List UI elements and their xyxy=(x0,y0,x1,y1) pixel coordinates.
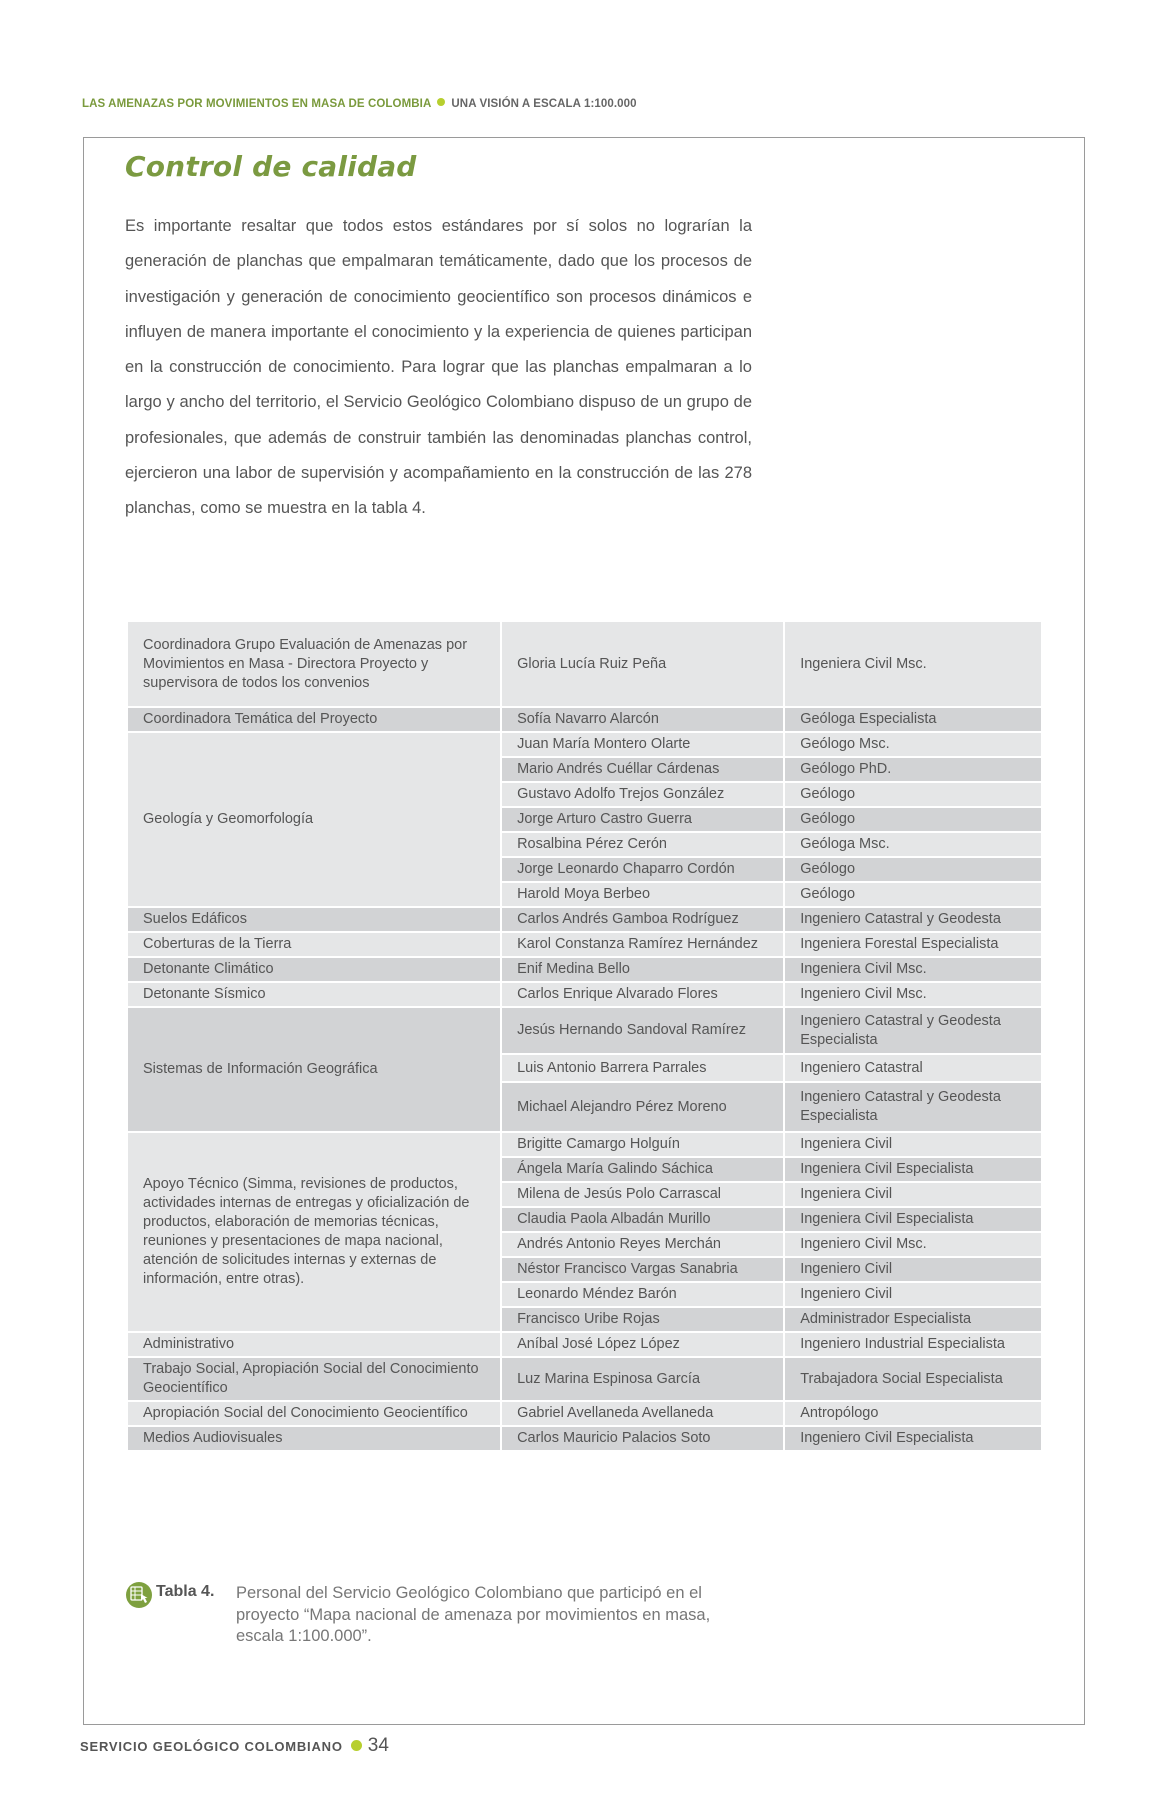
running-head-subtitle: UNA VISIÓN A ESCALA 1:100.000 xyxy=(451,98,637,110)
page-footer xyxy=(80,1735,389,1757)
name-cell: Karol Constanza Ramírez Hernández xyxy=(501,932,784,957)
name-cell: Néstor Francisco Vargas Sanabria xyxy=(501,1257,784,1282)
name-cell: Jorge Leonardo Chaparro Cordón xyxy=(501,857,784,882)
role-cell: Detonante Sísmico xyxy=(127,982,501,1007)
table-row xyxy=(127,1332,1042,1357)
page-number: 34 xyxy=(367,1735,389,1756)
profession-cell: Geólogo xyxy=(784,807,1042,832)
table-row xyxy=(127,1426,1042,1451)
table-row xyxy=(127,907,1042,932)
bullet-dot-icon xyxy=(351,1740,362,1751)
name-cell: Brigitte Camargo Holguín xyxy=(501,1132,784,1157)
name-cell: Gabriel Avellaneda Avellaneda xyxy=(501,1401,784,1426)
profession-cell: Ingeniero Catastral xyxy=(784,1054,1042,1082)
table-row xyxy=(127,957,1042,982)
name-cell: Sofía Navarro Alarcón xyxy=(501,707,784,732)
name-cell: Enif Medina Bello xyxy=(501,957,784,982)
profession-cell: Ingeniero Civil Especialista xyxy=(784,1426,1042,1451)
profession-cell: Antropólogo xyxy=(784,1401,1042,1426)
name-cell: Luis Antonio Barrera Parrales xyxy=(501,1054,784,1082)
table-row xyxy=(127,707,1042,732)
name-cell: Rosalbina Pérez Cerón xyxy=(501,832,784,857)
role-cell: Trabajo Social, Apropiación Social del Conocimiento Geocientífico xyxy=(127,1357,501,1401)
profession-cell: Ingeniera Civil xyxy=(784,1132,1042,1157)
table-row xyxy=(127,1357,1042,1401)
section-title: Control de calidad xyxy=(125,150,417,183)
profession-cell: Ingeniera Civil Msc. xyxy=(784,621,1042,707)
name-cell: Milena de Jesús Polo Carrascal xyxy=(501,1182,784,1207)
profession-cell: Ingeniero Catastral y Geodesta xyxy=(784,907,1042,932)
role-cell: Apropiación Social del Conocimiento Geocientífico xyxy=(127,1401,501,1426)
profession-cell: Geólogo xyxy=(784,857,1042,882)
caption-text: Personal del Servicio Geológico Colombiano que participó en el proyecto “Mapa nacional de amenaza por movimientos en masa, escala 1:100.000”. xyxy=(236,1584,711,1645)
profession-cell: Ingeniera Civil Especialista xyxy=(784,1157,1042,1182)
role-cell: Administrativo xyxy=(127,1332,501,1357)
name-cell: Carlos Andrés Gamboa Rodríguez xyxy=(501,907,784,932)
role-cell: Coordinadora Grupo Evaluación de Amenazas por Movimientos en Masa - Directora Proyecto y supervisora de todos los convenios xyxy=(127,621,501,707)
profession-cell: Geólogo Msc. xyxy=(784,732,1042,757)
profession-cell: Ingeniera Civil Especialista xyxy=(784,1207,1042,1232)
role-cell: Apoyo Técnico (Simma, revisiones de productos, actividades internas de entregas y oficialización de productos, elaboración de memorias técnicas, reuniones y presentaciones de mapa nacional, atención de solicitudes internas y externas de información, entre otras). xyxy=(127,1132,501,1332)
profession-cell: Ingeniero Civil xyxy=(784,1282,1042,1307)
profession-cell: Trabajadora Social Especialista xyxy=(784,1357,1042,1401)
running-head xyxy=(82,98,637,110)
profession-cell: Ingeniero Industrial Especialista xyxy=(784,1332,1042,1357)
name-cell: Leonardo Méndez Barón xyxy=(501,1282,784,1307)
role-cell: Suelos Edáficos xyxy=(127,907,501,932)
table-row xyxy=(127,621,1042,707)
footer-org: SERVICIO GEOLÓGICO COLOMBIANO xyxy=(80,1739,343,1754)
name-cell: Aníbal José López López xyxy=(501,1332,784,1357)
name-cell: Francisco Uribe Rojas xyxy=(501,1307,784,1332)
profession-cell: Ingeniero Civil Msc. xyxy=(784,1232,1042,1257)
name-cell: Carlos Mauricio Palacios Soto xyxy=(501,1426,784,1451)
name-cell: Gloria Lucía Ruiz Peña xyxy=(501,621,784,707)
profession-cell: Ingeniera Civil Msc. xyxy=(784,957,1042,982)
body-paragraph: Es importante resaltar que todos estos estándares por sí solos no lograrían la generación de planchas que empalmaran temáticamente, dado que los procesos de investigación y generación de conocimiento geocientífico son procesos dinámicos e influyen de manera importante el conocimiento y la experiencia de quienes participan en la construcción de conocimiento. Para lograr que las planchas empalmaran a lo largo y ancho del territorio, el Servicio Geológico Colombiano dispuso de un grupo de profesionales, que además de construir también las denominadas planchas control, ejercieron una labor de supervisión y acompañamiento en la construcción de las 278 planchas, como se muestra en la tabla 4. xyxy=(125,217,752,518)
table-row xyxy=(127,982,1042,1007)
profession-cell: Ingeniera Forestal Especialista xyxy=(784,932,1042,957)
name-cell: Jesús Hernando Sandoval Ramírez xyxy=(501,1007,784,1054)
profession-cell: Ingeniero Catastral y Geodesta Especialista xyxy=(784,1082,1042,1132)
profession-cell: Ingeniero Catastral y Geodesta Especialista xyxy=(784,1007,1042,1054)
role-cell: Coberturas de la Tierra xyxy=(127,932,501,957)
name-cell: Mario Andrés Cuéllar Cárdenas xyxy=(501,757,784,782)
name-cell: Michael Alejandro Pérez Moreno xyxy=(501,1082,784,1132)
table-row xyxy=(127,1401,1042,1426)
profession-cell: Administrador Especialista xyxy=(784,1307,1042,1332)
staff-table xyxy=(126,620,1043,1452)
bullet-dot-icon xyxy=(437,98,445,106)
name-cell: Harold Moya Berbeo xyxy=(501,882,784,907)
role-cell: Coordinadora Temática del Proyecto xyxy=(127,707,501,732)
name-cell: Ángela María Galindo Sáchica xyxy=(501,1157,784,1182)
name-cell: Juan María Montero Olarte xyxy=(501,732,784,757)
table-row xyxy=(127,1132,1042,1157)
profession-cell: Ingeniero Civil xyxy=(784,1257,1042,1282)
table-touch-icon xyxy=(126,1582,152,1608)
table-row xyxy=(127,1007,1042,1054)
name-cell: Gustavo Adolfo Trejos González xyxy=(501,782,784,807)
role-cell: Detonante Climático xyxy=(127,957,501,982)
name-cell: Jorge Arturo Castro Guerra xyxy=(501,807,784,832)
profession-cell: Geólogo xyxy=(784,882,1042,907)
role-cell: Sistemas de Información Geográfica xyxy=(127,1007,501,1132)
profession-cell: Geólogo PhD. xyxy=(784,757,1042,782)
table-row xyxy=(127,932,1042,957)
name-cell: Luz Marina Espinosa García xyxy=(501,1357,784,1401)
caption-label: Tabla 4. xyxy=(156,1583,215,1600)
role-cell: Geología y Geomorfología xyxy=(127,732,501,907)
running-head-title: LAS AMENAZAS POR MOVIMIENTOS EN MASA DE COLOMBIA xyxy=(82,98,432,110)
profession-cell: Geóloga Especialista xyxy=(784,707,1042,732)
name-cell: Carlos Enrique Alvarado Flores xyxy=(501,982,784,1007)
role-cell: Medios Audiovisuales xyxy=(127,1426,501,1451)
profession-cell: Ingeniero Civil Msc. xyxy=(784,982,1042,1007)
profession-cell: Geólogo xyxy=(784,782,1042,807)
profession-cell: Ingeniera Civil xyxy=(784,1182,1042,1207)
profession-cell: Geóloga Msc. xyxy=(784,832,1042,857)
table-row xyxy=(127,732,1042,757)
name-cell: Claudia Paola Albadán Murillo xyxy=(501,1207,784,1232)
name-cell: Andrés Antonio Reyes Merchán xyxy=(501,1232,784,1257)
